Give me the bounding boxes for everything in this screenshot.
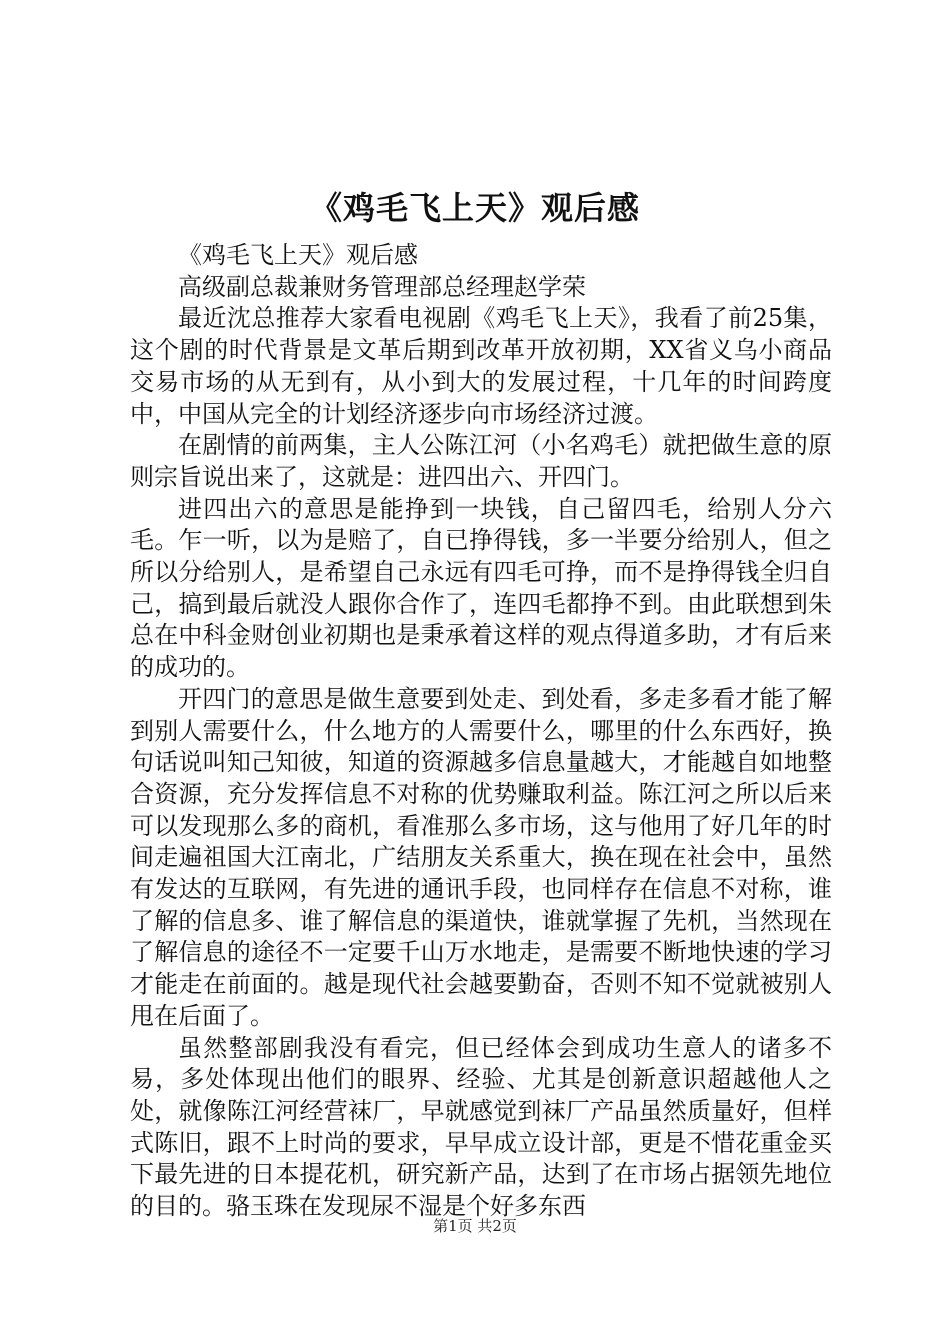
paragraph-kai-si-men: 开四门的意思是做生意要到处走、到处看，多走多看才能了解到别人需要什么，什么地方的人需要什么，哪里的什么东西好，换句话说叫知己知彼，知道的资源越多信息量越大，才能越自如地整合资源，充分发挥信息不对称的优势赚取利益。陈江河之所以后来可以发现那么多的商机，看准那么多市场，这与他用了好几年的时间走遍祖国大江南北，广结朋友关系重大，换在现在社会中，虽然有发达的互联网，有先进的通讯手段，也同样存在信息不对称，谁了解的信息多、谁了解信息的渠道快，谁就掌握了先机，当然现在了解信息的途径不一定要千山万水地走，是需要不断地快速的学习才能走在前面的。越是现代社会越要勤奋，否则不知不觉就被别人甩在后面了。 <box>130 684 832 1030</box>
paragraph-author: 高级副总裁兼财务管理部总经理赵学荣 <box>178 272 586 301</box>
paragraph-jin-si-chu-liu: 进四出六的意思是能挣到一块钱，自己留四毛，给别人分六毛。乍一听，以为是赔了，自已挣得钱，多一半要分给别人，但之所以分给别人，是希望自己永远有四毛可挣，而不是挣得钱全归自己，搞到最后就没人跟你合作了，连四毛都挣不到。由此联想到朱总在中科金财创业初期也是秉承着这样的观点得道多助，才有后来的成功的。 <box>130 494 832 682</box>
page-footer: 第1页 共2页 <box>433 1217 517 1235</box>
paragraph-conclusion: 虽然整部剧我没有看完，但已经体会到成功生意人的诸多不易，多处体现出他们的眼界、经验、尤其是创新意识超越他人之处，就像陈江河经营袜厂，早就感觉到袜厂产品虽然质量好，但样式陈旧，跟不上时尚的要求，早早成立设计部，更是不惜花重金买下最先进的日本提花机，研究新产品，达到了在市场占据领先地位的目的。骆玉珠在发现尿不湿是个好多东西 <box>130 1033 832 1221</box>
paragraph-intro: 最近沈总推荐大家看电视剧《鸡毛飞上天》，我看了前25集，这个剧的时代背景是文革后期到改革开放初期，XX省义乌小商品交易市场的从无到有，从小到大的发展过程，十几年的时间跨度中，中国从完全的计划经济逐步向市场经济过渡。 <box>130 304 832 428</box>
paragraph-principle: 在剧情的前两集，主人公陈江河（小名鸡毛）就把做生意的原则宗旨说出来了，这就是：进四出六、开四门。 <box>130 431 832 491</box>
paragraph-subtitle: 《鸡毛飞上天》观后感 <box>178 241 418 269</box>
document-title: 《鸡毛飞上天》观后感 <box>309 189 640 227</box>
document-body <box>130 240 832 1223</box>
